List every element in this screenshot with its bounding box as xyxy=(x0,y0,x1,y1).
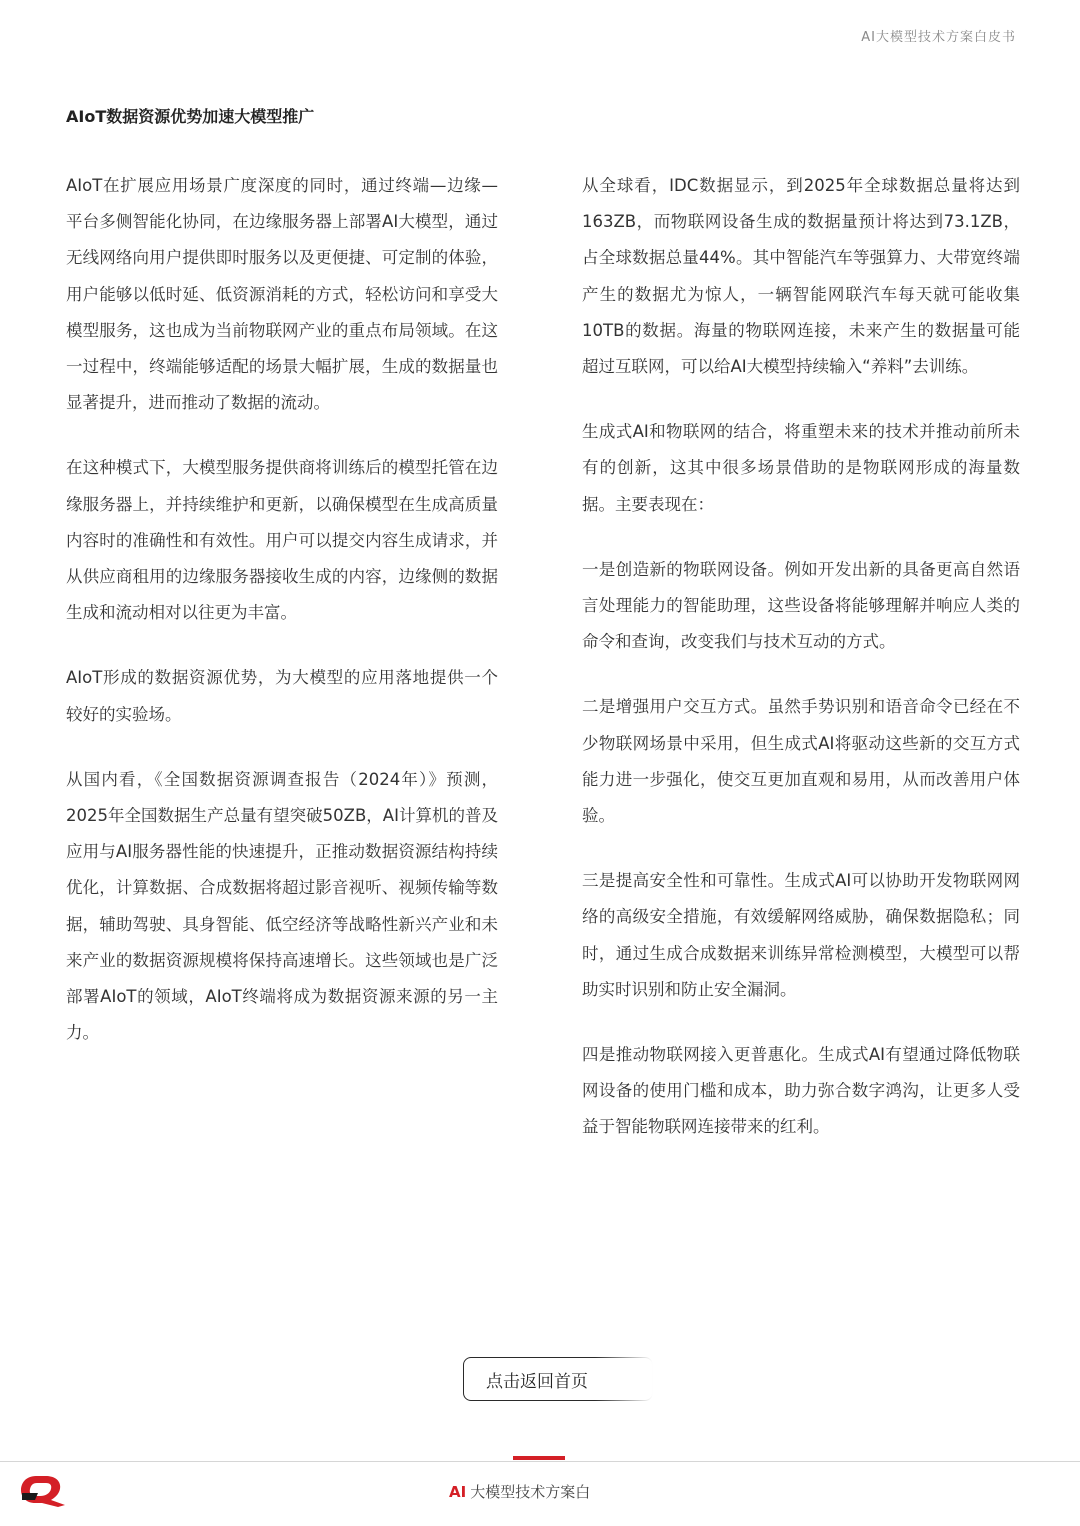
footer-fade-overlay xyxy=(590,1470,830,1510)
fade-overlay xyxy=(595,1340,825,1420)
right-text-column xyxy=(582,168,1020,1175)
footer-accent-bar xyxy=(513,1456,565,1460)
paragraph: 生成式AI和物联网的结合，将重塑未来的技术并推动前所未有的创新，这其中很多场景借助的是物联网形成的海量数据。主要表现在： xyxy=(582,422,1020,514)
paragraph: 从国内看，《全国数据资源调查报告（2024年）》预测，2025年全国数据生产总量有望突破50ZB，AI计算机的普及应用与AI服务器性能的快速提升，正推动数据资源结构持续优化，计算数据、合成数据将超过影音视听、视频传输等数据，辅助驾驶、具身智能、低空经济等战略性新兴产业和未来产业的数据资源规模将保持高速增长。这些领域也是广泛部署AIoT的领域，AIoT终端将成为数据资源来源的另一主力。 xyxy=(66,769,498,1043)
section-heading: AIoT数据资源优势加速大模型推广 xyxy=(66,107,315,126)
left-text-column xyxy=(66,168,498,1080)
footer-accent-text: AI xyxy=(449,1483,467,1501)
paragraph: 在这种模式下，大模型服务提供商将训练后的模型托管在边缘服务器上，并持续维护和更新，以确保模型在生成高质量内容时的准确性和有效性。用户可以提交内容生成请求，并从供应商租用的边缘服务器接收生成的内容，边缘侧的数据生成和流动相对以往更为丰富。 xyxy=(66,458,498,623)
paragraph: 一是创造新的物联网设备。例如开发出新的具备更高自然语言处理能力的智能助理，这些设备将能够理解并响应人类的命令和查询，改变我们与技术互动的方式。 xyxy=(582,559,1020,652)
paragraph: 二是增强用户交互方式。虽然手势识别和语音命令已经在不少物联网场景中采用，但生成式AI将驱动这些新的交互方式能力进一步强化，使交互更加直观和易用，从而改善用户体验。 xyxy=(582,697,1020,826)
paragraph: 四是推动物联网接入更普惠化。生成式AI有望通过降低物联网设备的使用门槛和成本，助力弥合数字鸿沟，让更多人受益于智能物联网连接带来的红利。 xyxy=(582,1045,1020,1137)
footer-title-text: 大模型技术方案白 xyxy=(470,1483,591,1501)
paragraph: AIoT形成的数据资源优势，为大模型的应用落地提供一个较好的实验场。 xyxy=(66,668,498,724)
paragraph: 从全球看，IDC数据显示，到2025年全球数据总量将达到163ZB，而物联网设备生成的数据量预计将达到73.1ZB，占全球数据总量44%。其中智能汽车等强算力、大带宽终端产生的数据尤为惊人，一辆智能网联汽车每天就可能收集10TB的数据。海量的物联网连接，未来产生的数据量可能超过互联网，可以给AI大模型持续输入“养料”去训练。 xyxy=(582,176,1020,377)
footer-divider xyxy=(0,1461,1080,1462)
paragraph: AIoT在扩展应用场景广度深度的同时，通过终端—边缘—平台多侧智能化协同，在边缘服务器上部署AI大模型，通过无线网络向用户提供即时服务以及更便捷、可定制的体验，用户能够以低时延、低资源消耗的方式，轻松访问和享受大模型服务，这也成为当前物联网产业的重点布局领域。在这一过程中，终端能够适配的场景大幅扩展，生成的数据量也显著提升，进而推动了数据的流动。 xyxy=(66,176,498,413)
brand-logo-icon xyxy=(18,1474,68,1512)
footer-title xyxy=(449,1481,590,1502)
document-header-title: AI大模型技术方案白皮书 xyxy=(861,30,1016,45)
back-to-home-label: 点击返回首页 xyxy=(486,1371,588,1392)
paragraph: 三是提高安全性和可靠性。生成式AI可以协助开发物联网网络的高级安全措施，有效缓解网络威胁，确保数据隐私；同时，通过生成合成数据来训练异常检测模型，大模型可以帮助实时识别和防止安全漏洞。 xyxy=(582,871,1020,999)
